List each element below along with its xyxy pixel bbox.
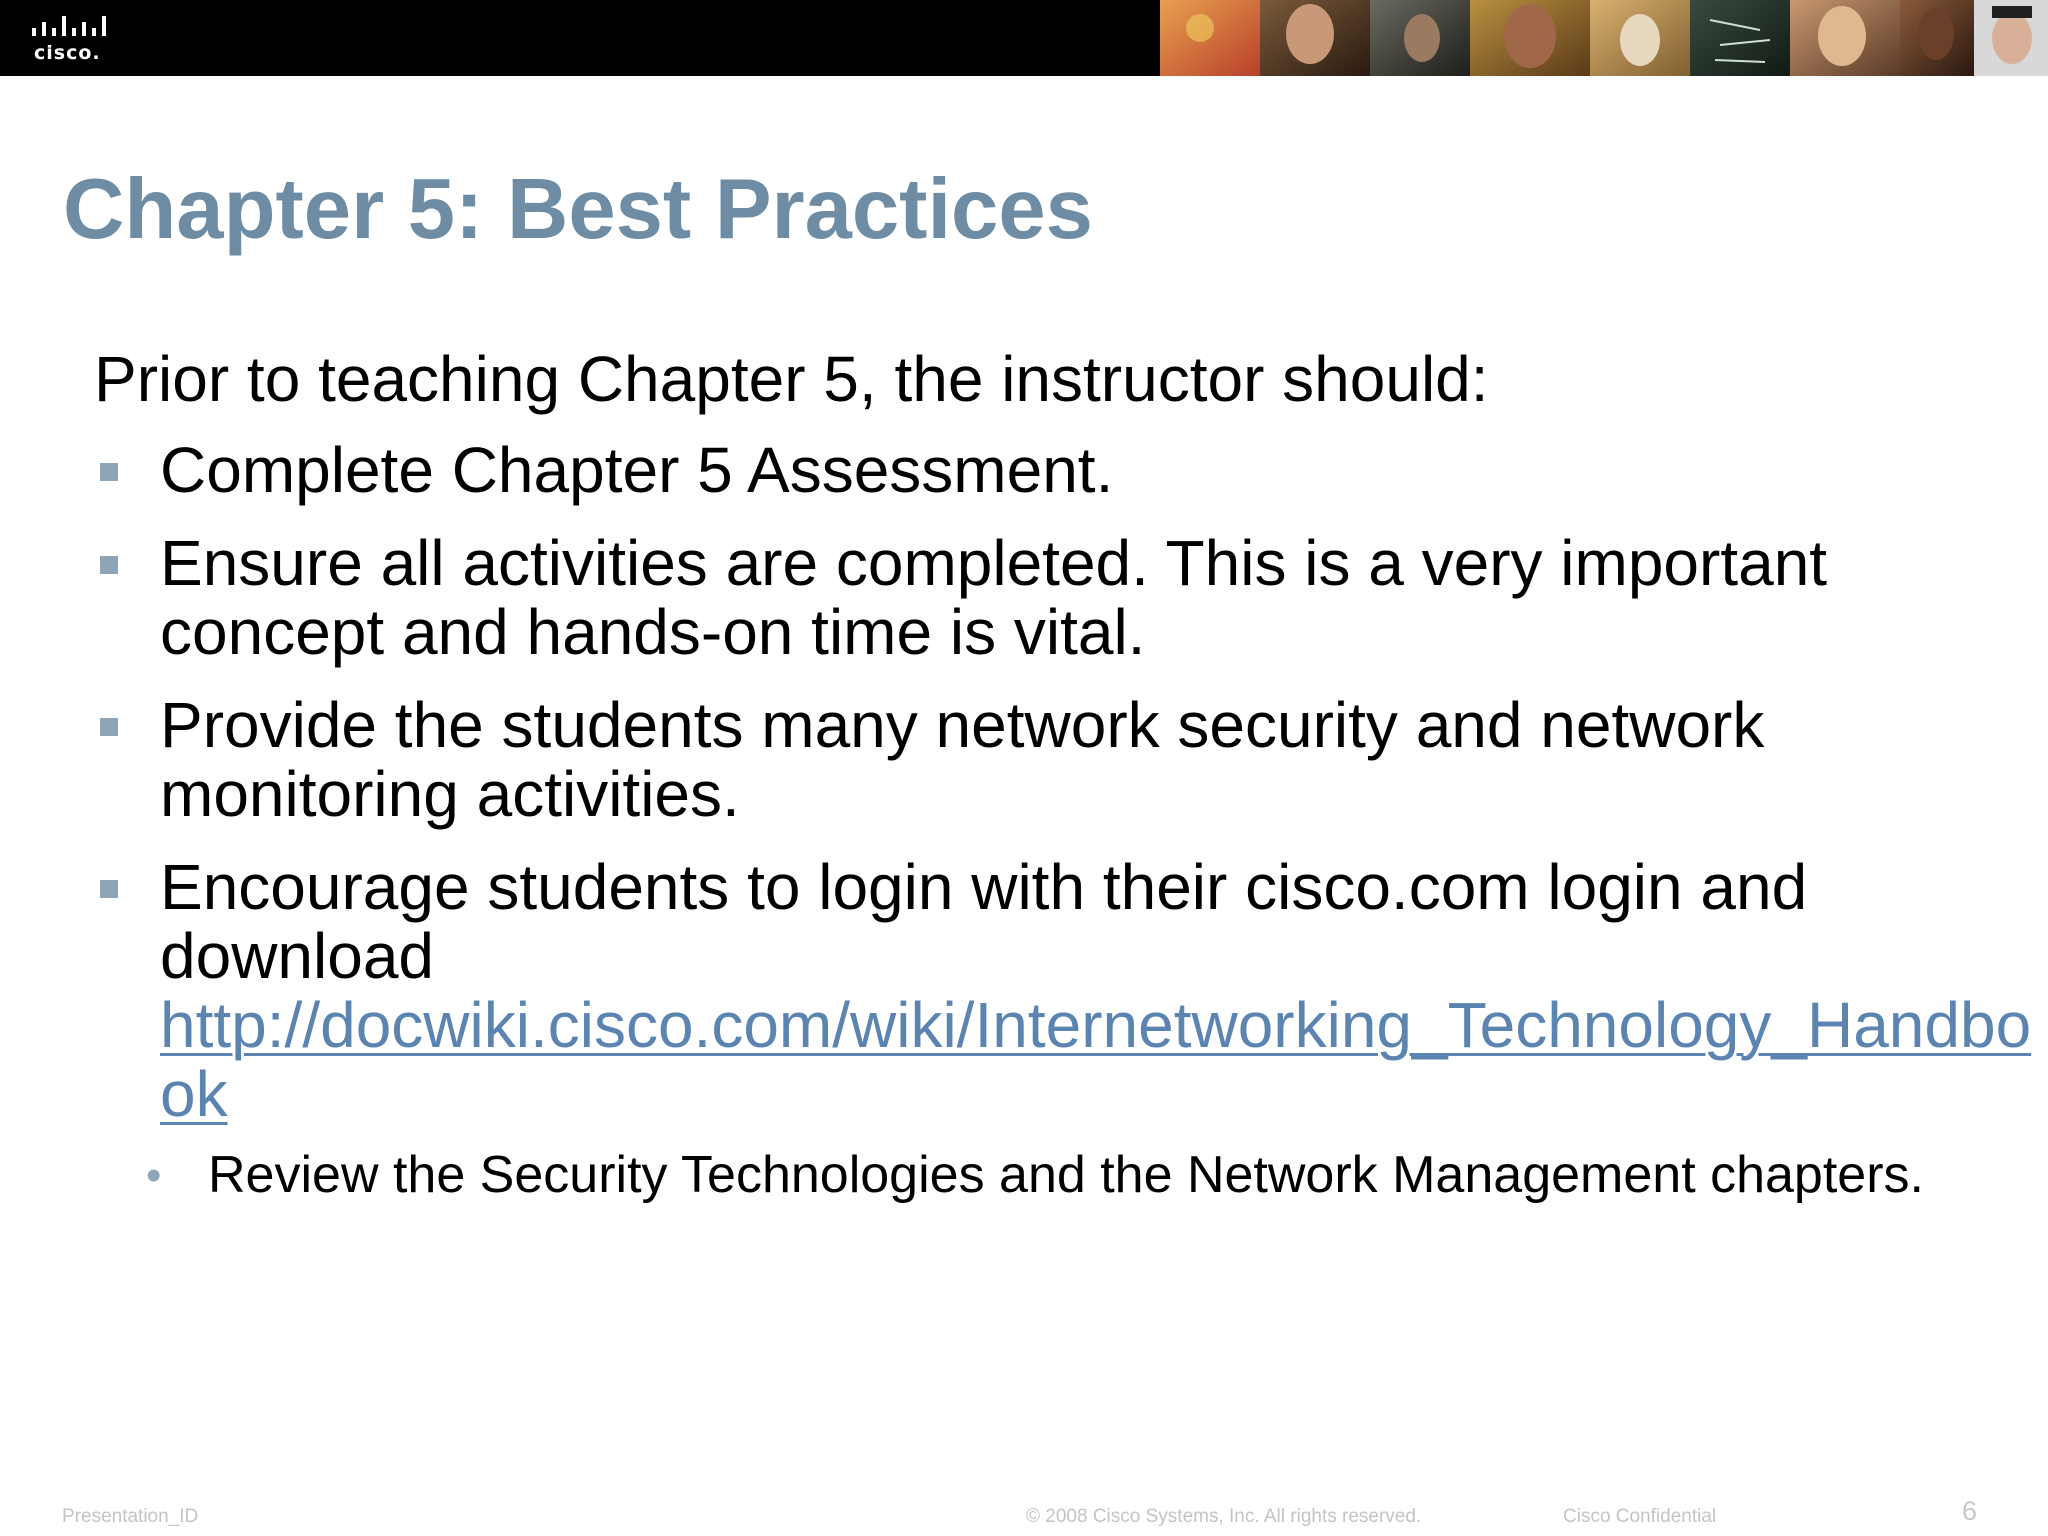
header-photo-strip <box>1160 0 2048 76</box>
bullet-text: Provide the students many network security and network monitoring activities. <box>160 689 1765 830</box>
bullet-text: Ensure all activities are completed. This is a very important concept and hands-on time is vital. <box>160 527 1828 668</box>
intro-text: Prior to teaching Chapter 5, the instructor should: <box>94 343 1489 415</box>
square-bullet-icon <box>100 463 118 481</box>
footer-confidential: Cisco Confidential <box>1563 1506 1717 1527</box>
cisco-logo <box>30 14 120 62</box>
bullet-item <box>94 691 1994 829</box>
sub-bullet-text: Review the Security Technologies and the Network Management chapters. <box>208 1146 1924 1204</box>
header-bar <box>0 0 2048 76</box>
bullet-item <box>94 529 1994 667</box>
bullet-item <box>94 851 2032 1130</box>
bullet-text: Complete Chapter 5 Assessment. <box>160 434 1114 506</box>
dot-bullet-icon: • <box>146 1151 162 1200</box>
square-bullet-icon <box>100 880 118 898</box>
sub-bullet-item <box>94 1147 1928 1204</box>
square-bullet-icon <box>100 718 118 736</box>
slide-body <box>94 343 2032 1204</box>
cisco-logo-text: cisco. <box>34 42 101 64</box>
square-bullet-icon <box>100 556 118 574</box>
page-number: 6 <box>1962 1496 1978 1526</box>
footer-copyright: © 2008 Cisco Systems, Inc. All rights reserved. <box>1026 1506 1422 1527</box>
bullet-text: Encourage students to login with their cisco.com login and download <box>160 851 1808 992</box>
bullet-item <box>94 436 1994 505</box>
cisco-bars-icon <box>32 16 114 40</box>
page-title: Chapter 5: Best Practices <box>63 162 1093 257</box>
footer-presentation-id: Presentation_ID <box>62 1506 199 1527</box>
handbook-link[interactable]: http://docwiki.cisco.com/wiki/Internetworking_Technology_Handbook <box>160 989 2032 1130</box>
